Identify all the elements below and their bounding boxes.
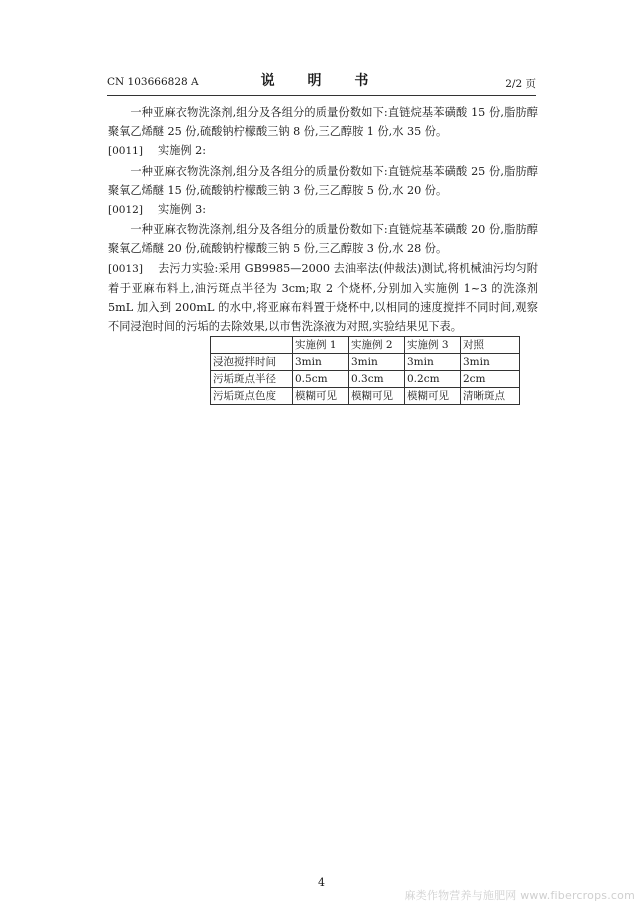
paragraph-example-2: 一种亚麻衣物洗涤剂,组分及各组分的质量份数如下:直链烷基苯磺酸 25 份,脂肪醇聚氧乙烯醚 15 份,硫酸钠柠檬酸三钠 3 份,三乙醇胺 5 份,水 20 份。 (108, 164, 538, 197)
document-body (108, 103, 538, 336)
table-header-cell (211, 337, 293, 354)
paragraph-detergency-test (108, 259, 538, 337)
paragraph-example-1: 一种亚麻衣物洗涤剂,组分及各组分的质量份数如下:直链烷基苯磺酸 15 份,脂肪醇聚氧乙烯醚 25 份,硫酸钠柠檬酸三钠 8 份,三乙醇胺 1 份,水 35 份。 (108, 106, 538, 139)
page-header (107, 68, 536, 94)
table-header-cell: 实施例 3 (405, 337, 461, 354)
site-watermark: 麻类作物营养与施肥网 www.fibercrops.com (404, 889, 635, 902)
example-3-heading (108, 200, 538, 220)
table-cell: 清晰斑点 (461, 388, 520, 405)
table-cell: 3min (405, 354, 461, 371)
table-cell: 0.2cm (405, 371, 461, 388)
table-cell: 污垢斑点色度 (211, 388, 293, 405)
table-cell: 模糊可见 (349, 388, 405, 405)
page-number: 4 (318, 876, 325, 889)
page-title: 说 明 书 (260, 73, 383, 89)
table-row (211, 354, 520, 371)
example-2-heading (108, 141, 538, 161)
table-header-cell: 实施例 1 (293, 337, 349, 354)
example-label: 实施例 3: (158, 203, 207, 217)
table-cell: 0.3cm (349, 371, 405, 388)
table-row (211, 388, 520, 405)
table-cell: 2cm (461, 371, 520, 388)
results-table (210, 336, 520, 405)
paragraph-example-3: 一种亚麻衣物洗涤剂,组分及各组分的质量份数如下:直链烷基苯磺酸 20 份,脂肪醇聚氧乙烯醚 20 份,硫酸钠柠檬酸三钠 5 份,三乙醇胺 3 份,水 28 份。 (108, 223, 538, 256)
paragraph-text: 去污力实验:采用 GB9985—2000 去油率法(仲裁法)测试,将机械油污均匀附着于亚麻布料上,油污斑点半径为 3cm;取 2 个烧杯,分别加入实施例 1~3 的洗涤剂 5mL 加入到 200mL 的水中,将亚麻布料置于烧杯中,以相同的速度搅拌不同时间,观察不同浸泡时间的污垢的去除效果,以市售洗涤液为对照,实验结果见下表。 (108, 261, 538, 334)
header-divider (107, 95, 536, 96)
table-cell: 模糊可见 (293, 388, 349, 405)
table-cell: 浸泡搅拌时间 (211, 354, 293, 371)
patent-number: CN 103666828 A (107, 76, 199, 88)
table-header-cell: 实施例 2 (349, 337, 405, 354)
table-cell: 污垢斑点半径 (211, 371, 293, 388)
table-cell: 3min (349, 354, 405, 371)
table-cell: 3min (461, 354, 520, 371)
table-cell: 0.5cm (293, 371, 349, 388)
table-cell: 3min (293, 354, 349, 371)
paragraph-number: [0013] (108, 262, 143, 275)
paragraph-number: [0011] (108, 145, 143, 158)
paragraph-number: [0012] (108, 204, 143, 217)
table-header-row (211, 337, 520, 354)
table-row (211, 371, 520, 388)
example-label: 实施例 2: (158, 144, 207, 158)
table-cell: 模糊可见 (405, 388, 461, 405)
page-of-indicator: 2/2 页 (505, 78, 536, 90)
table-header-cell: 对照 (461, 337, 520, 354)
